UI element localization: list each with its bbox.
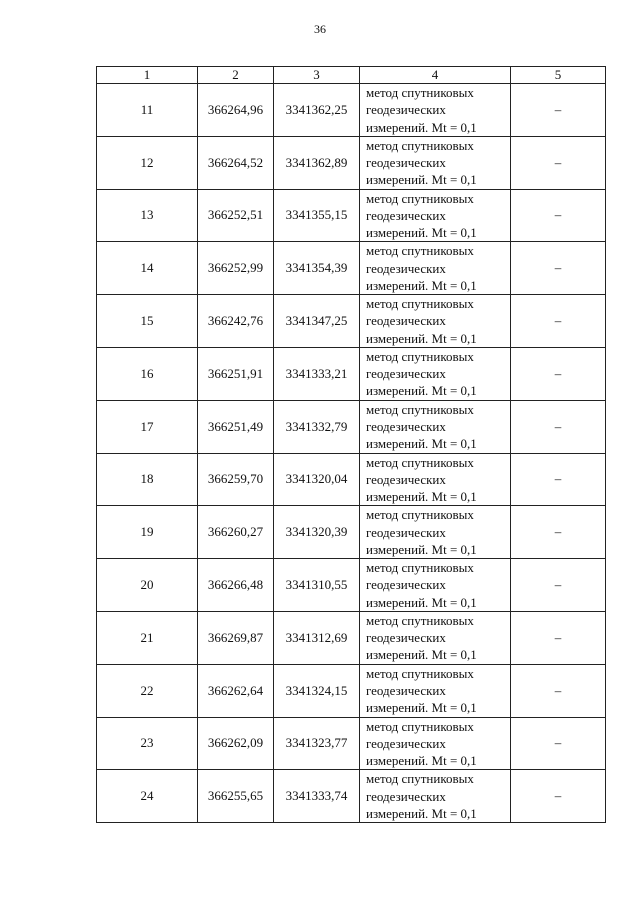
table-row [97, 347, 606, 400]
method-line: геодезических [366, 155, 446, 171]
method-cell [360, 400, 511, 453]
method-cell [360, 84, 511, 137]
coordinates-table [96, 66, 606, 823]
method-line: геодезических [366, 630, 446, 646]
method-line: измерений. Mt = 0,1 [366, 647, 477, 663]
note-cell: – [511, 717, 606, 770]
point-number-cell: 20 [97, 559, 198, 612]
page-number: 36 [314, 22, 326, 36]
table-header [97, 67, 606, 84]
table-row [97, 84, 606, 137]
table-row [97, 664, 606, 717]
x-coordinate-cell: 366266,48 [198, 559, 274, 612]
y-coordinate-cell: 3341333,74 [274, 770, 360, 823]
method-line: измерений. Mt = 0,1 [366, 383, 477, 399]
x-coordinate-cell: 366252,51 [198, 189, 274, 242]
x-coordinate-cell: 366264,96 [198, 84, 274, 137]
y-coordinate-cell: 3341362,89 [274, 136, 360, 189]
method-line: геодезических [366, 577, 446, 593]
table-row [97, 559, 606, 612]
y-coordinate-cell: 3341333,21 [274, 347, 360, 400]
point-number-cell: 22 [97, 664, 198, 717]
method-line: геодезических [366, 313, 446, 329]
method-cell [360, 770, 511, 823]
method-line: метод спутниковых [366, 243, 474, 259]
method-line: измерений. Mt = 0,1 [366, 436, 477, 452]
y-coordinate-cell: 3341320,04 [274, 453, 360, 506]
method-cell [360, 347, 511, 400]
method-line: геодезических [366, 419, 446, 435]
point-number-cell: 19 [97, 506, 198, 559]
point-number-cell: 16 [97, 347, 198, 400]
note-cell: – [511, 506, 606, 559]
method-line: метод спутниковых [366, 401, 474, 417]
x-coordinate-cell: 366264,52 [198, 136, 274, 189]
x-coordinate-cell: 366251,49 [198, 400, 274, 453]
method-line: метод спутниковых [366, 507, 474, 523]
note-cell: – [511, 136, 606, 189]
method-line: измерений. Mt = 0,1 [366, 805, 477, 821]
header-col-5: 5 [511, 67, 606, 84]
method-line: геодезических [366, 683, 446, 699]
y-coordinate-cell: 3341347,25 [274, 295, 360, 348]
method-line: метод спутниковых [366, 560, 474, 576]
method-cell [360, 189, 511, 242]
x-coordinate-cell: 366262,09 [198, 717, 274, 770]
note-cell: – [511, 242, 606, 295]
header-col-3: 3 [274, 67, 360, 84]
method-cell [360, 295, 511, 348]
method-line: геодезических [366, 260, 446, 276]
note-cell: – [511, 295, 606, 348]
table-row [97, 770, 606, 823]
y-coordinate-cell: 3341354,39 [274, 242, 360, 295]
note-cell: – [511, 664, 606, 717]
method-cell [360, 559, 511, 612]
table-row [97, 506, 606, 559]
method-line: измерений. Mt = 0,1 [366, 330, 477, 346]
y-coordinate-cell: 3341320,39 [274, 506, 360, 559]
point-number-cell: 24 [97, 770, 198, 823]
note-cell: – [511, 770, 606, 823]
method-cell [360, 664, 511, 717]
y-coordinate-cell: 3341323,77 [274, 717, 360, 770]
point-number-cell: 23 [97, 717, 198, 770]
method-line: геодезических [366, 524, 446, 540]
point-number-cell: 12 [97, 136, 198, 189]
table-row [97, 136, 606, 189]
method-cell [360, 242, 511, 295]
note-cell: – [511, 84, 606, 137]
method-cell [360, 453, 511, 506]
method-line: измерений. Mt = 0,1 [366, 700, 477, 716]
note-cell: – [511, 453, 606, 506]
point-number-cell: 15 [97, 295, 198, 348]
header-row [97, 67, 606, 84]
point-number-cell: 21 [97, 611, 198, 664]
header-col-2: 2 [198, 67, 274, 84]
x-coordinate-cell: 366259,70 [198, 453, 274, 506]
method-line: измерений. Mt = 0,1 [366, 225, 477, 241]
method-line: метод спутниковых [366, 771, 474, 787]
y-coordinate-cell: 3341362,25 [274, 84, 360, 137]
y-coordinate-cell: 3341355,15 [274, 189, 360, 242]
method-cell [360, 717, 511, 770]
method-line: метод спутниковых [366, 85, 474, 101]
x-coordinate-cell: 366262,64 [198, 664, 274, 717]
point-number-cell: 13 [97, 189, 198, 242]
method-line: метод спутниковых [366, 718, 474, 734]
y-coordinate-cell: 3341310,55 [274, 559, 360, 612]
table-row [97, 295, 606, 348]
method-line: измерений. Mt = 0,1 [366, 119, 477, 135]
method-line: метод спутниковых [366, 349, 474, 365]
method-line: геодезических [366, 102, 446, 118]
x-coordinate-cell: 366252,99 [198, 242, 274, 295]
method-line: метод спутниковых [366, 454, 474, 470]
method-line: измерений. Mt = 0,1 [366, 753, 477, 769]
method-line: геодезических [366, 471, 446, 487]
point-number-cell: 17 [97, 400, 198, 453]
method-line: геодезических [366, 788, 446, 804]
note-cell: – [511, 347, 606, 400]
header-col-1: 1 [97, 67, 198, 84]
method-cell [360, 506, 511, 559]
method-line: измерений. Mt = 0,1 [366, 489, 477, 505]
x-coordinate-cell: 366255,65 [198, 770, 274, 823]
x-coordinate-cell: 366251,91 [198, 347, 274, 400]
method-line: метод спутниковых [366, 665, 474, 681]
x-coordinate-cell: 366260,27 [198, 506, 274, 559]
y-coordinate-cell: 3341324,15 [274, 664, 360, 717]
point-number-cell: 18 [97, 453, 198, 506]
x-coordinate-cell: 366269,87 [198, 611, 274, 664]
method-line: геодезических [366, 735, 446, 751]
method-line: метод спутниковых [366, 137, 474, 153]
y-coordinate-cell: 3341332,79 [274, 400, 360, 453]
note-cell: – [511, 400, 606, 453]
method-line: измерений. Mt = 0,1 [366, 594, 477, 610]
header-col-4: 4 [360, 67, 511, 84]
method-line: геодезических [366, 207, 446, 223]
method-cell [360, 136, 511, 189]
note-cell: – [511, 611, 606, 664]
method-line: метод спутниковых [366, 190, 474, 206]
table-row [97, 189, 606, 242]
table-row [97, 611, 606, 664]
point-number-cell: 11 [97, 84, 198, 137]
method-line: измерений. Mt = 0,1 [366, 277, 477, 293]
table-row [97, 400, 606, 453]
method-cell [360, 611, 511, 664]
method-line: измерений. Mt = 0,1 [366, 541, 477, 557]
method-line: геодезических [366, 366, 446, 382]
method-line: метод спутниковых [366, 296, 474, 312]
y-coordinate-cell: 3341312,69 [274, 611, 360, 664]
point-number-cell: 14 [97, 242, 198, 295]
method-line: измерений. Mt = 0,1 [366, 172, 477, 188]
method-line: метод спутниковых [366, 613, 474, 629]
table-row [97, 453, 606, 506]
table-body [97, 84, 606, 823]
note-cell: – [511, 189, 606, 242]
x-coordinate-cell: 366242,76 [198, 295, 274, 348]
table-row [97, 717, 606, 770]
table-row [97, 242, 606, 295]
note-cell: – [511, 559, 606, 612]
